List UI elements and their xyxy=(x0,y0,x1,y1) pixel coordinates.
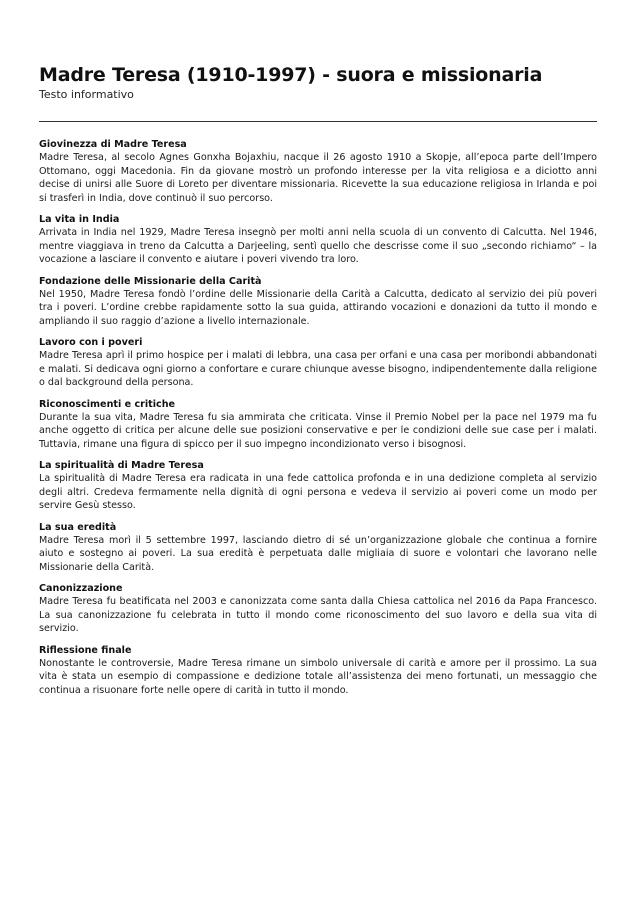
section-body: La spiritualità di Madre Teresa era radicata in una fede cattolica profonda e in una dedizione completa al servizio degli altri. Credeva fermamente nella dignità di ogni persona e vedeva il servizio ai poveri come un modo per servire Gesù stesso. xyxy=(39,473,597,511)
section-body: Durante la sua vita, Madre Teresa fu sia ammirata che criticata. Vinse il Premio Nobel per la pace nel 1979 ma fu anche oggetto di critica per alcune delle sue posizioni conservative e per le condizioni delle sue case per i malati. Tuttavia, rimane una figura di spicco per il suo impegno incondizionato verso i bisognosi. xyxy=(39,411,597,450)
section-riflessione-finale xyxy=(39,645,597,698)
section-lavoro-poveri xyxy=(39,337,597,390)
document-title: Madre Teresa (1910-1997) - suora e missionaria xyxy=(39,64,543,86)
section-heading: La vita in India xyxy=(39,214,120,225)
section-body: Madre Teresa fu beatificata nel 2003 e canonizzata come santa dalla Chiesa cattolica nel 2016 da Papa Francesco. La sua canonizzazione fu celebrata in tutto il mondo come riconoscimento del suo lavoro e della sua vita di servizio. xyxy=(39,596,597,634)
section-body: Madre Teresa, al secolo Agnes Gonxha Bojaxhiu, nacque il 26 agosto 1910 a Skopje, all’epoca parte dell’Impero Ottomano, oggi Macedonia. Fin da giovane mostrò un profondo interesse per la vita religiosa e a diciotto anni decise di unirsi alle Suore di Loreto per diventare missionaria. Ricevette la sua educazione religiosa in Irlanda e poi si trasferì in India, dove continuò il suo percorso. xyxy=(39,152,597,204)
section-fondazione xyxy=(39,276,597,329)
section-heading: Lavoro con i poveri xyxy=(39,337,143,348)
section-heading: Giovinezza di Madre Teresa xyxy=(39,139,187,150)
section-giovinezza xyxy=(39,139,597,205)
section-body: Arrivata in India nel 1929, Madre Teresa insegnò per molti anni nella scuola di un convento di Calcutta. Nel 1946, mentre viaggiava in treno da Calcutta a Darjeeling, sentì quello che descrisse come il suo „secondo richiamo“ – la vocazione a lasciare il convento e aiutare i poveri vivendo tra loro. xyxy=(39,227,597,265)
section-body: Nel 1950, Madre Teresa fondò l’ordine delle Missionarie della Carità a Calcutta, dedicato al servizio dei più poveri tra i poveri. L’ordine crebbe rapidamente sotto la sua guida, attirando vocazioni e donazioni da tutto il mondo e ampliando il suo raggio d’azione a livello internazionale. xyxy=(39,288,597,327)
section-heading: Canonizzazione xyxy=(39,583,123,594)
section-body: Nonostante le controversie, Madre Teresa rimane un simbolo universale di carità e amore per il prossimo. La sua vita è stata un esempio di compassione e dedizione totale all’assistenza dei meno fortunati, un messaggio che continua a risuonare forte nelle opere di carità in tutto il mondo. xyxy=(39,657,597,696)
document-subtitle: Testo informativo xyxy=(39,88,134,101)
section-riconoscimenti xyxy=(39,399,597,452)
section-body: Madre Teresa aprì il primo hospice per i malati di lebbra, una casa per orfani e una casa per moribondi abbandonati e malati. Si dedicava ogni giorno a confortare e curare chiunque avesse bisogno, indipendentemente dalla religione o dal background della persona. xyxy=(39,350,597,388)
section-spiritualita xyxy=(39,460,597,513)
section-heading: Riflessione finale xyxy=(39,644,132,656)
section-vita-in-india xyxy=(39,214,597,267)
section-body: Madre Teresa morì il 5 settembre 1997, lasciando dietro di sé un’organizzazione globale che continua a fornire aiuto e sostegno ai poveri. La sua eredità è perpetuata dalle migliaia di suore e volontari che lavorano nelle Missionarie della Carità. xyxy=(39,534,597,573)
section-heading: Fondazione delle Missionarie della Carità xyxy=(39,275,262,287)
section-eredita xyxy=(39,522,597,575)
section-heading: La sua eredità xyxy=(39,521,117,533)
sections-container xyxy=(39,139,597,697)
section-heading: Riconoscimenti e critiche xyxy=(39,398,176,410)
section-heading: La spiritualità di Madre Teresa xyxy=(39,460,204,471)
title-divider xyxy=(39,121,597,122)
section-canonizzazione xyxy=(39,583,597,636)
